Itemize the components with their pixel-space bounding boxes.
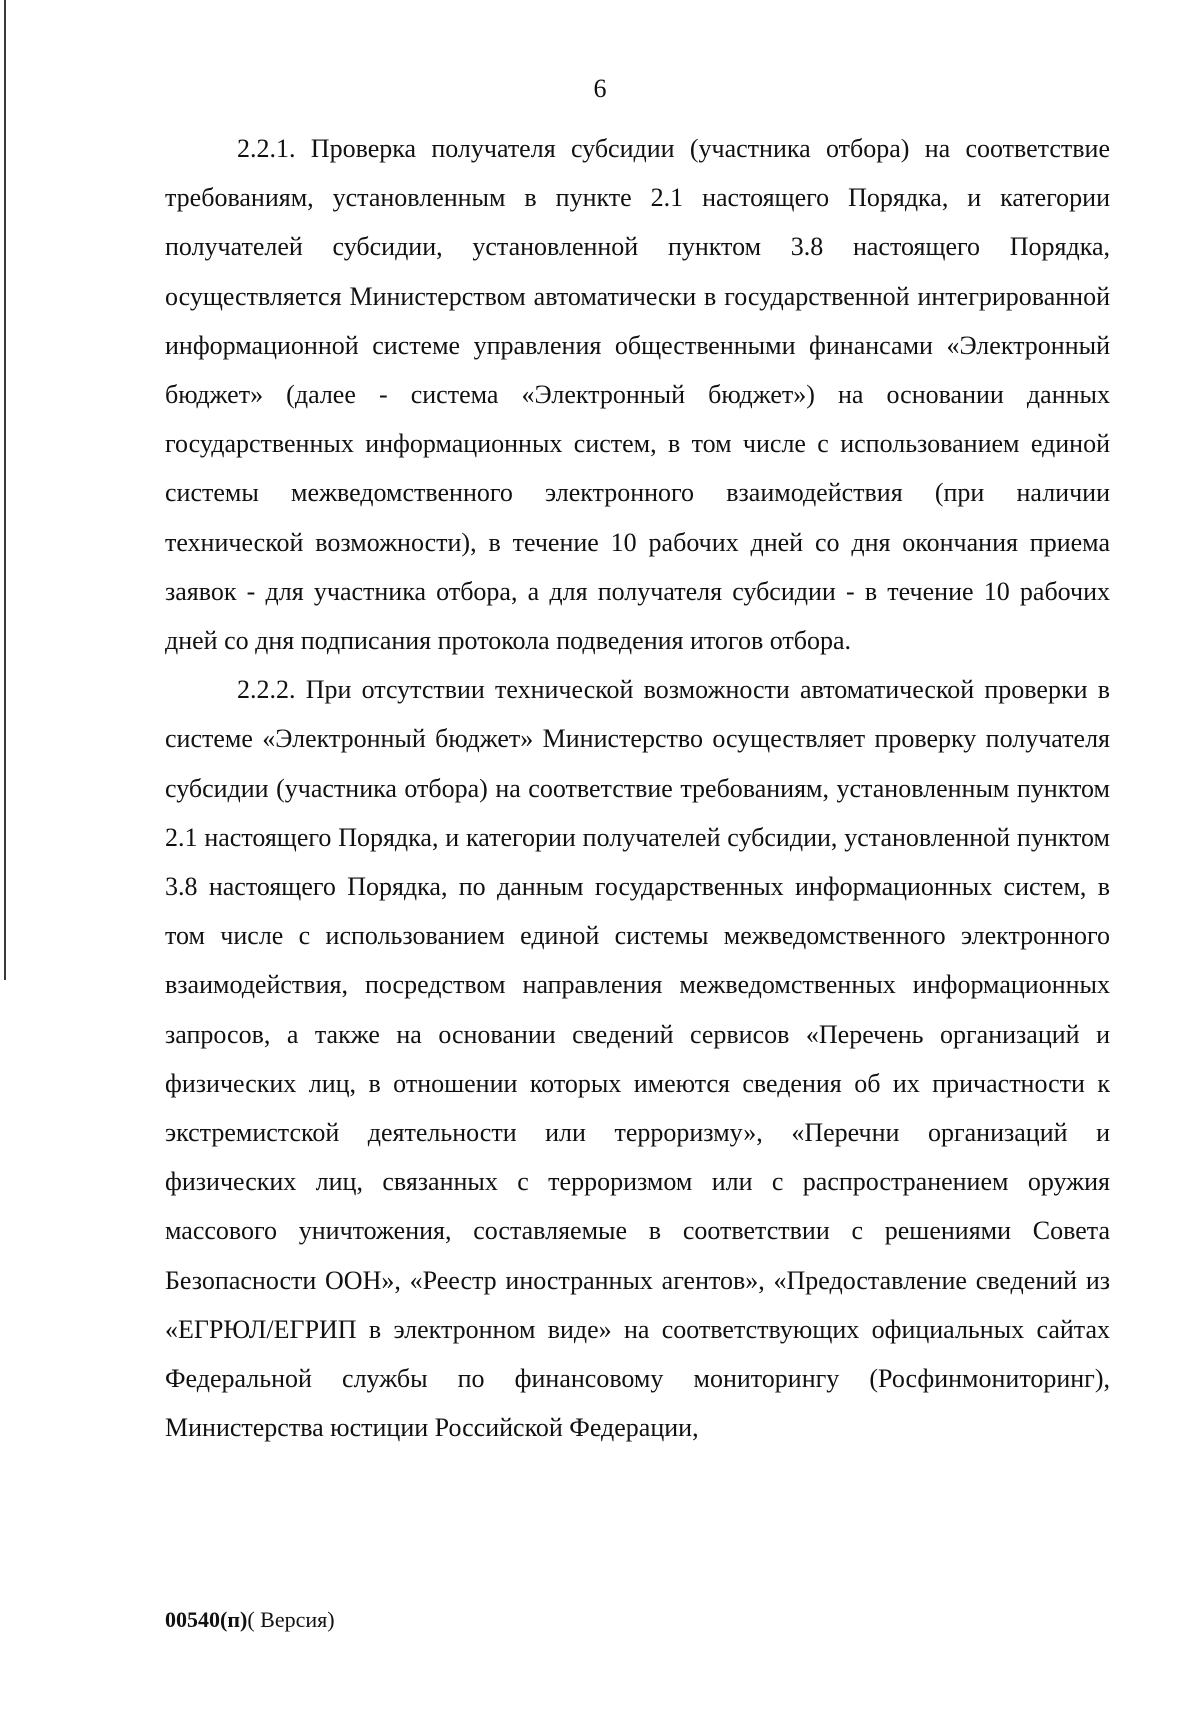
document-footer [165, 1607, 335, 1633]
document-version: ( Версия) [247, 1607, 335, 1632]
scan-edge-line [4, 0, 6, 980]
paragraph-2-2-1: 2.2.1. Проверка получателя субсидии (участника отбора) на соответствие требованиям, установленным в пункте 2.1 настоящего Порядка, и категории получателей субсидии, установленной пунктом 3.8 настоящего Порядка, осуществляется Министерством автоматически в государственной интегрированной информационной системе управления общественными финансами «Электронный бюджет» (далее - система «Электронный бюджет») на основании данных государственных информационных систем, в том числе с использованием единой системы межведомственного электронного взаимодействия (при наличии технической возможности), в течение 10 рабочих дней со дня окончания приема заявок - для участника отбора, а для получателя субсидии - в течение 10 рабочих дней со дня подписания протокола подведения итогов отбора. [165, 134, 1110, 656]
body-text [165, 124, 1110, 1452]
page-number: 6 [593, 74, 607, 103]
paragraph-2-2-2: 2.2.2. При отсутствии технической возможности автоматической проверки в системе «Электронный бюджет» Министерство осуществляет проверку получателя субсидии (участника отбора) на соответствие требованиям, установленным пунктом 2.1 настоящего Порядка, и категории получателей субсидии, установленной пунктом 3.8 настоящего Порядка, по данным государственных информационных систем, в том числе с использованием единой системы межведомственного электронного взаимодействия, посредством направления межведомственных информационных запросов, а также на основании сведений сервисов «Перечень организаций и физических лиц, в отношении которых имеются сведения об их причастности к экстремистской деятельности или терроризму», «Перечни организаций и физических лиц, связанных с терроризмом или с распространением оружия массового уничтожения, составляемые в соответствии с решениями Совета Безопасности ООН», «Реестр иностранных агентов», «Предоставление сведений из «ЕГРЮЛ/ЕГРИП в электронном виде» на соответствующих официальных сайтах Федеральной службы по финансовому мониторингу (Росфинмониторинг), Министерства юстиции Российской Федерации, [165, 675, 1110, 1443]
document-code: 00540(п) [165, 1607, 248, 1632]
